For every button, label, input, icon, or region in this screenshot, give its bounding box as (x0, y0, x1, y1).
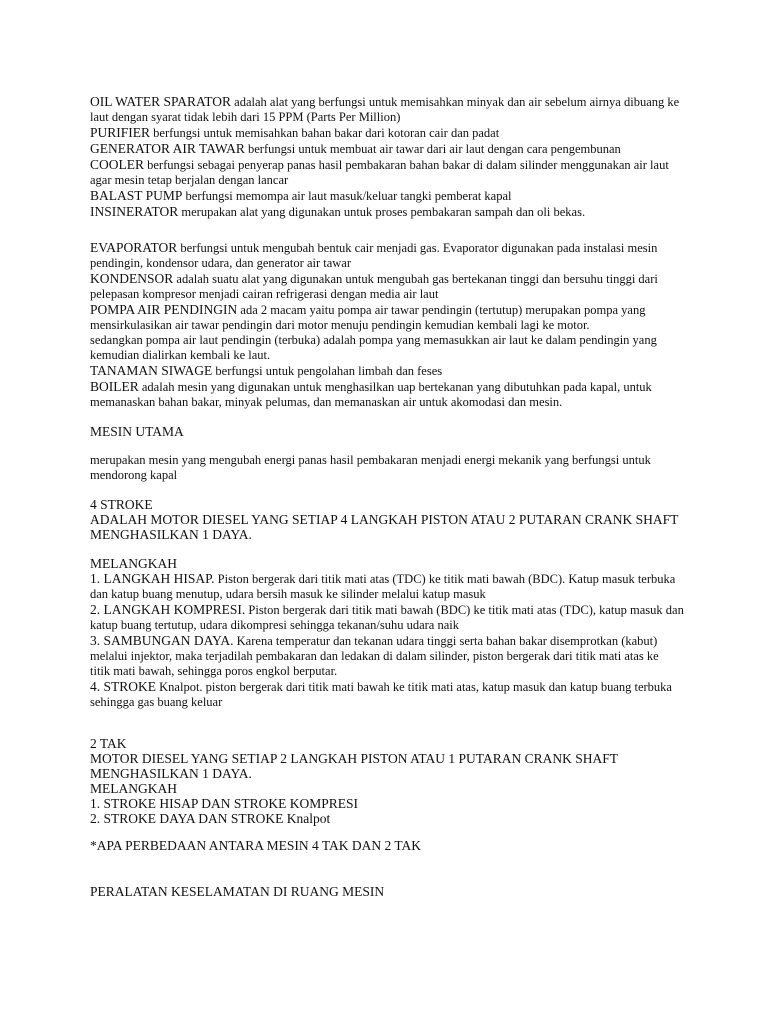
term-label: 1. LANGKAH HISAP. (90, 571, 215, 586)
text-line (90, 94, 690, 110)
term-label: COOLER (90, 157, 144, 172)
line-text: merupakan alat yang digunakan untuk proses pembakaran sampah dan oli bekas. (178, 205, 586, 219)
line-text: agar mesin tetap berjalan dengan lancar (90, 173, 289, 187)
line-text: Piston bergerak dari titik mati atas (TDC) ke titik mati bawah (BDC). Katup masuk terbuka (214, 572, 676, 586)
line-text: melalui injektor, maka terjadilah pembakaran dan ledakan di dalam silinder, piston bergerak dari titik mati atas ke (90, 649, 659, 663)
term-label: TANAMAN SIWAGE (90, 363, 213, 378)
text-line (90, 695, 690, 710)
text-line (90, 188, 690, 204)
mesin-utama-section (90, 424, 690, 439)
text-line (90, 587, 690, 602)
term-label: GENERATOR AIR TAWAR (90, 141, 245, 156)
line-text: Karena temperatur dan tekanan udara tinggi serta bahan bakar disemprotkan (kabut) (233, 634, 658, 648)
text-line (90, 649, 690, 664)
text-line (90, 395, 690, 410)
line-text: berfungsi untuk memisahkan bahan bakar dari kotoran cair dan padat (150, 126, 500, 140)
line-text: dan katup buang menutup, udara bersih masuk ke silinder melalui katup masuk (90, 587, 486, 601)
stroke4-line: ADALAH MOTOR DIESEL YANG SETIAP 4 LANGKAH PISTON ATAU 2 PUTARAN CRANK SHAFT (90, 512, 679, 527)
line-text: berfungsi untuk mengubah bentuk cair menjadi gas. Evaporator digunakan pada instalasi mesin (177, 241, 658, 255)
text-line (90, 125, 690, 141)
mesin-utama-heading: MESIN UTAMA (90, 424, 184, 439)
text-line (90, 204, 690, 220)
tak2-line: MENGHASILKAN 1 DAYA. (90, 766, 252, 781)
term-label: PURIFIER (90, 125, 151, 140)
text-line (90, 110, 690, 125)
term-label: EVAPORATOR (90, 240, 178, 255)
mesin-utama-desc-line: merupakan mesin yang mengubah energi panas hasil pembakaran menjadi energi mekanik yang berfungsi untuk (90, 453, 651, 467)
melangkah4-heading: MELANGKAH (90, 556, 177, 571)
text-line (90, 571, 690, 587)
line-text: katup buang tertutup, udara dikompresi sehingga tekanan/suhu udara naik (90, 618, 459, 632)
line-text: berfungsi untuk membuat air tawar dari air laut dengan cara pengembunan (244, 142, 621, 156)
line-text: adalah suatu alat yang digunakan untuk mengubah gas bertekanan tinggi dan bersuhu tinggi dari (173, 272, 658, 286)
melangkah4-section (90, 556, 690, 710)
text-line (90, 333, 690, 348)
mesin-utama-desc-line: mendorong kapal (90, 468, 178, 482)
term-label: 3. SAMBUNGAN DAYA. (90, 633, 234, 648)
term-label: BALAST PUMP (90, 188, 183, 203)
term-label: POMPA AIR PENDINGIN (90, 302, 238, 317)
text-line (90, 271, 690, 287)
line-text: kemudian dialirkan kembali ke laut. (90, 348, 271, 362)
line-text: titik mati bawah, sehingga poros engkol berputar. (90, 664, 338, 678)
text-line (90, 240, 690, 256)
tak2-line: MOTOR DIESEL YANG SETIAP 2 LANGKAH PISTON ATAU 1 PUTARAN CRANK SHAFT (90, 751, 618, 766)
term-label: BOILER (90, 379, 139, 394)
text-line (90, 363, 690, 379)
line-text: sedangkan pompa air laut pendingin (terbuka) adalah pompa yang memasukkan air laut ke dalam pendingin yang (90, 333, 657, 347)
line-text: berfungsi untuk pengolahan limbah dan feses (212, 364, 443, 378)
question-section (90, 838, 690, 853)
text-line (90, 173, 690, 188)
equipment-list-2 (90, 240, 690, 410)
text-line (90, 664, 690, 679)
term-label: 4. STROKE (90, 679, 157, 694)
text-line (90, 618, 690, 633)
line-text: ada 2 macam yaitu pompa air tawar pendingin (tertutup) merupakan pompa yang (237, 303, 646, 317)
line-text: berfungsi memompa air laut masuk/keluar tangki pemberat kapal (182, 189, 512, 203)
mesin-utama-description (90, 453, 690, 483)
line-text: adalah alat yang berfungsi untuk memisahkan minyak dan air sebelum airnya dibuang ke (231, 95, 680, 109)
melangkah4-steps (90, 571, 690, 710)
tak2-line: MELANGKAH (90, 781, 177, 796)
text-line (90, 602, 690, 618)
text-line (90, 157, 690, 173)
text-line (90, 141, 690, 157)
line-text: adalah mesin yang digunakan untuk menghasilkan uap bertekanan yang dibutuhkan pada kapal, untuk (138, 380, 652, 394)
term-label: OIL WATER SPARATOR (90, 94, 232, 109)
peralatan-section (90, 884, 690, 899)
text-line (90, 348, 690, 363)
term-label: INSINERATOR (90, 204, 179, 219)
stroke4-heading: 4 STROKE (90, 497, 153, 512)
stroke4-line: MENGHASILKAN 1 DAYA. (90, 527, 252, 542)
tak2-line: 1. STROKE HISAP DAN STROKE KOMPRESI (90, 796, 359, 811)
term-label: KONDENSOR (90, 271, 174, 286)
line-text: Knalpot. piston bergerak dari titik mati bawah ke titik mati atas, katup masuk dan katup buang terbuka (156, 680, 672, 694)
equipment-list-1 (90, 94, 690, 220)
text-line (90, 633, 690, 649)
text-line (90, 302, 690, 318)
text-line (90, 318, 690, 333)
line-text: Piston bergerak dari titik mati bawah (BDC) ke titik mati atas (TDC), katup masuk dan (245, 603, 684, 617)
term-label: 2. LANGKAH KOMPRESI. (90, 602, 246, 617)
line-text: berfungsi sebagai penyerap panas hasil pembakaran bahan bakar di dalam silinder menggunakan air laut (144, 158, 669, 172)
question-line: *APA PERBEDAAN ANTARA MESIN 4 TAK DAN 2 TAK (90, 838, 422, 853)
text-line (90, 287, 690, 302)
line-text: pendingin, kondensor udara, dan generator air tawar (90, 256, 352, 270)
tak2-section (90, 736, 690, 826)
tak2-heading: 2 TAK (90, 736, 127, 751)
text-line (90, 679, 690, 695)
line-text: laut dengan syarat tidak lebih dari 15 PPM (Parts Per Million) (90, 110, 401, 124)
text-line (90, 256, 690, 271)
line-text: sehingga gas buang keluar (90, 695, 223, 709)
stroke4-section (90, 497, 690, 542)
line-text: pelepasan kompresor menjadi cairan refrigerasi dengan media air laut (90, 287, 439, 301)
line-text: memanaskan bahan bakar, minyak pelumas, dan memanaskan air untuk akomodasi dan mesin. (90, 395, 563, 409)
tak2-line: 2. STROKE DAYA DAN STROKE Knalpot (90, 811, 331, 826)
peralatan-heading: PERALATAN KESELAMATAN DI RUANG MESIN (90, 884, 385, 899)
line-text: mensirkulasikan air tawar pendingin dari motor menuju pendingin kemudian kembali lagi ke motor. (90, 318, 590, 332)
text-line (90, 379, 690, 395)
